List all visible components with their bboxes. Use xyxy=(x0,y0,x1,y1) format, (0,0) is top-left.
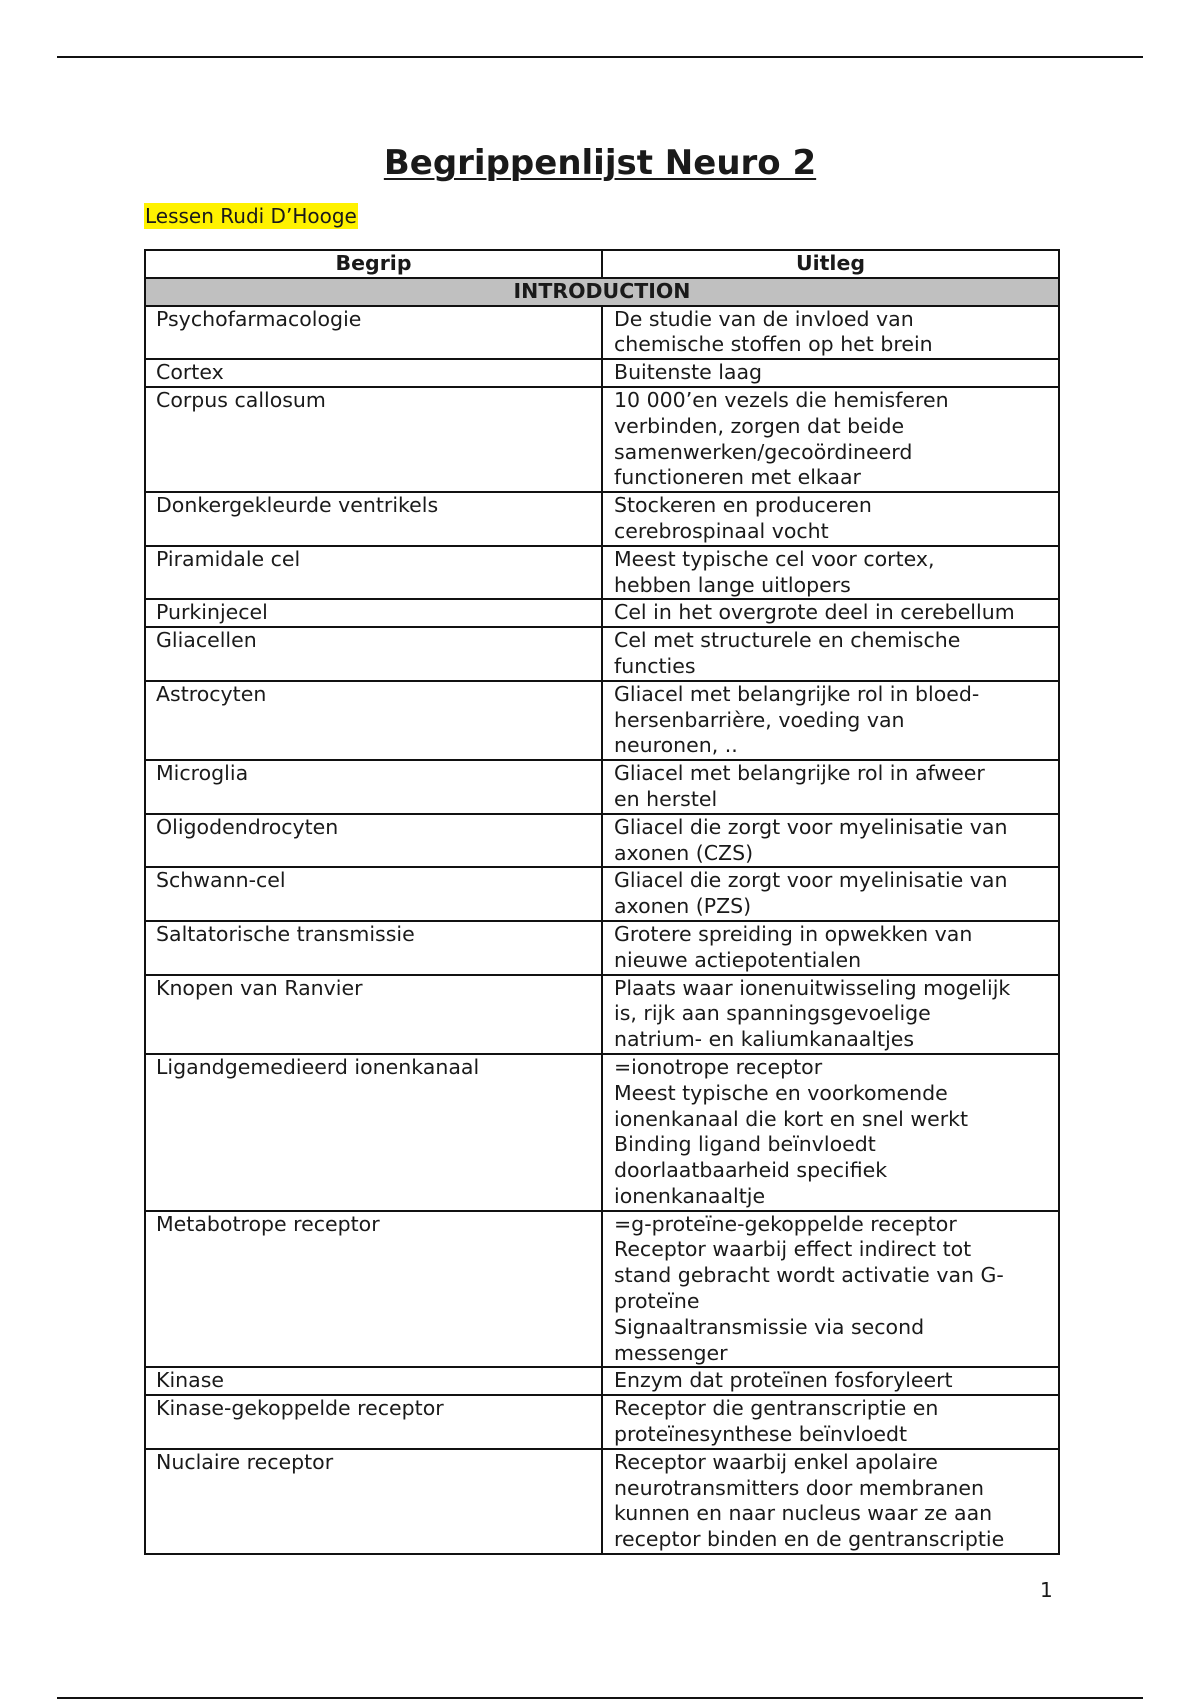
explanation-line: kunnen en naar nucleus waar ze aan xyxy=(614,1501,993,1526)
explanation-cell xyxy=(602,1395,1059,1449)
section-row xyxy=(145,278,1059,306)
explanation-line: nieuwe actiepotentialen xyxy=(614,947,862,972)
table-row xyxy=(145,760,1059,814)
explanation-line: receptor binden en de gentranscriptie xyxy=(614,1527,1005,1552)
explanation-cell xyxy=(602,760,1059,814)
term-cell: Donkergekleurde ventrikels xyxy=(145,492,602,546)
table-row xyxy=(145,1395,1059,1449)
table-row xyxy=(145,627,1059,681)
explanation-line: stand gebracht wordt activatie van G- xyxy=(614,1263,1004,1288)
explanation-line: De studie van de invloed van xyxy=(614,306,914,331)
explanation-line: Plaats waar ionenuitwisseling mogelijk xyxy=(614,975,1011,1000)
explanation-line: Stockeren en produceren xyxy=(614,493,872,518)
explanation-line: doorlaatbaarheid specifiek xyxy=(614,1158,888,1183)
term-cell: Gliacellen xyxy=(145,627,602,681)
table-row xyxy=(145,306,1059,360)
term-cell: Piramidale cel xyxy=(145,546,602,600)
explanation-line: Receptor waarbij enkel apolaire xyxy=(614,1449,938,1474)
explanation-cell xyxy=(602,306,1059,360)
explanation-cell xyxy=(602,975,1059,1054)
subtitle-highlighted: Lessen Rudi D’Hooge xyxy=(145,204,357,228)
explanation-line: Cel met structurele en chemische xyxy=(614,628,961,653)
term-cell: Nuclaire receptor xyxy=(145,1449,602,1554)
explanation-line: ionenkanaaltje xyxy=(614,1183,766,1208)
explanation-line: Meest typische en voorkomende xyxy=(614,1080,948,1105)
term-cell: Cortex xyxy=(145,359,602,387)
explanation-line: hersenbarrière, voeding van xyxy=(614,707,905,732)
explanation-cell xyxy=(602,921,1059,975)
term-cell: Metabotrope receptor xyxy=(145,1211,602,1368)
explanation-line: Gliacel met belangrijke rol in afweer xyxy=(614,761,985,786)
explanation-line: =g-proteïne-gekoppelde receptor xyxy=(614,1211,957,1236)
explanation-line: is, rijk aan spanningsgevoelige xyxy=(614,1001,931,1026)
term-cell: Psychofarmacologie xyxy=(145,306,602,360)
table-row xyxy=(145,387,1059,492)
explanation-cell xyxy=(602,681,1059,760)
term-cell: Kinase-gekoppelde receptor xyxy=(145,1395,602,1449)
explanation-line: Cel in het overgrote deel in cerebellum xyxy=(614,600,1015,625)
explanation-line: axonen (PZS) xyxy=(614,894,752,919)
term-cell: Oligodendrocyten xyxy=(145,814,602,868)
explanation-line: Gliacel die zorgt voor myelinisatie van xyxy=(614,814,1008,839)
explanation-cell xyxy=(602,546,1059,600)
table-row xyxy=(145,814,1059,868)
section-heading: INTRODUCTION xyxy=(145,278,1059,306)
table-row xyxy=(145,1367,1059,1395)
explanation-line: ionenkanaal die kort en snel werkt xyxy=(614,1106,969,1131)
explanation-cell xyxy=(602,814,1059,868)
table-row xyxy=(145,867,1059,921)
explanation-line: cerebrospinaal vocht xyxy=(614,518,829,543)
term-cell: Knopen van Ranvier xyxy=(145,975,602,1054)
table-row xyxy=(145,359,1059,387)
explanation-line: axonen (CZS) xyxy=(614,840,754,865)
column-header-term: Begrip xyxy=(145,250,602,278)
explanation-line: neuronen, .. xyxy=(614,733,738,758)
term-cell: Astrocyten xyxy=(145,681,602,760)
explanation-cell xyxy=(602,387,1059,492)
table-row xyxy=(145,1054,1059,1211)
term-cell: Corpus callosum xyxy=(145,387,602,492)
explanation-line: =ionotrope receptor xyxy=(614,1054,823,1079)
explanation-line: proteïne xyxy=(614,1289,700,1314)
table-row xyxy=(145,681,1059,760)
table-row xyxy=(145,599,1059,627)
term-cell: Microglia xyxy=(145,760,602,814)
explanation-line: 10 000’en vezels die hemisferen xyxy=(614,387,949,412)
table-header-row xyxy=(145,250,1059,278)
explanation-line: chemische stoffen op het brein xyxy=(614,332,933,357)
table-row xyxy=(145,492,1059,546)
explanation-cell xyxy=(602,492,1059,546)
explanation-line: Enzym dat proteïnen fosforyleert xyxy=(614,1368,953,1393)
explanation-line: natrium- en kaliumkanaaltjes xyxy=(614,1027,915,1052)
explanation-line: Gliacel met belangrijke rol in bloed- xyxy=(614,681,980,706)
explanation-cell xyxy=(602,867,1059,921)
explanation-line: en herstel xyxy=(614,786,718,811)
table-row xyxy=(145,1211,1059,1368)
header-rule xyxy=(57,56,1143,58)
table-row xyxy=(145,975,1059,1054)
explanation-cell xyxy=(602,599,1059,627)
term-cell: Purkinjecel xyxy=(145,599,602,627)
explanation-line: Binding ligand beïnvloedt xyxy=(614,1132,876,1157)
explanation-line: Receptor die gentranscriptie en xyxy=(614,1396,939,1421)
explanation-line: hebben lange uitlopers xyxy=(614,572,851,597)
explanation-line: neurotransmitters door membranen xyxy=(614,1475,984,1500)
explanation-cell xyxy=(602,1054,1059,1211)
explanation-line: Meest typische cel voor cortex, xyxy=(614,546,935,571)
table-row xyxy=(145,1449,1059,1554)
explanation-line: proteïnesynthese beïnvloedt xyxy=(614,1422,908,1447)
term-cell: Schwann-cel xyxy=(145,867,602,921)
table-row xyxy=(145,921,1059,975)
explanation-line: verbinden, zorgen dat beide xyxy=(614,413,905,438)
explanation-line: Gliacel die zorgt voor myelinisatie van xyxy=(614,868,1008,893)
explanation-cell xyxy=(602,1449,1059,1554)
explanation-line: functioneren met elkaar xyxy=(614,465,861,490)
page-title: Begrippenlijst Neuro 2 xyxy=(383,143,817,183)
page-number: 1 xyxy=(1040,1578,1053,1602)
term-cell: Kinase xyxy=(145,1367,602,1395)
table-row xyxy=(145,546,1059,600)
explanation-line: messenger xyxy=(614,1340,728,1365)
explanation-line: Buitenste laag xyxy=(614,360,763,385)
explanation-cell xyxy=(602,1211,1059,1368)
explanation-cell xyxy=(602,627,1059,681)
explanation-line: Signaaltransmissie via second xyxy=(614,1314,925,1339)
explanation-line: Receptor waarbij effect indirect tot xyxy=(614,1237,972,1262)
explanation-cell xyxy=(602,1367,1059,1395)
term-cell: Saltatorische transmissie xyxy=(145,921,602,975)
explanation-line: functies xyxy=(614,653,696,678)
explanation-line: samenwerken/gecoördineerd xyxy=(614,439,913,464)
column-header-explanation: Uitleg xyxy=(602,250,1059,278)
glossary-table xyxy=(144,249,1060,1555)
explanation-cell xyxy=(602,359,1059,387)
explanation-line: Grotere spreiding in opwekken van xyxy=(614,921,973,946)
footer-rule xyxy=(57,1697,1143,1699)
term-cell: Ligandgemedieerd ionenkanaal xyxy=(145,1054,602,1211)
